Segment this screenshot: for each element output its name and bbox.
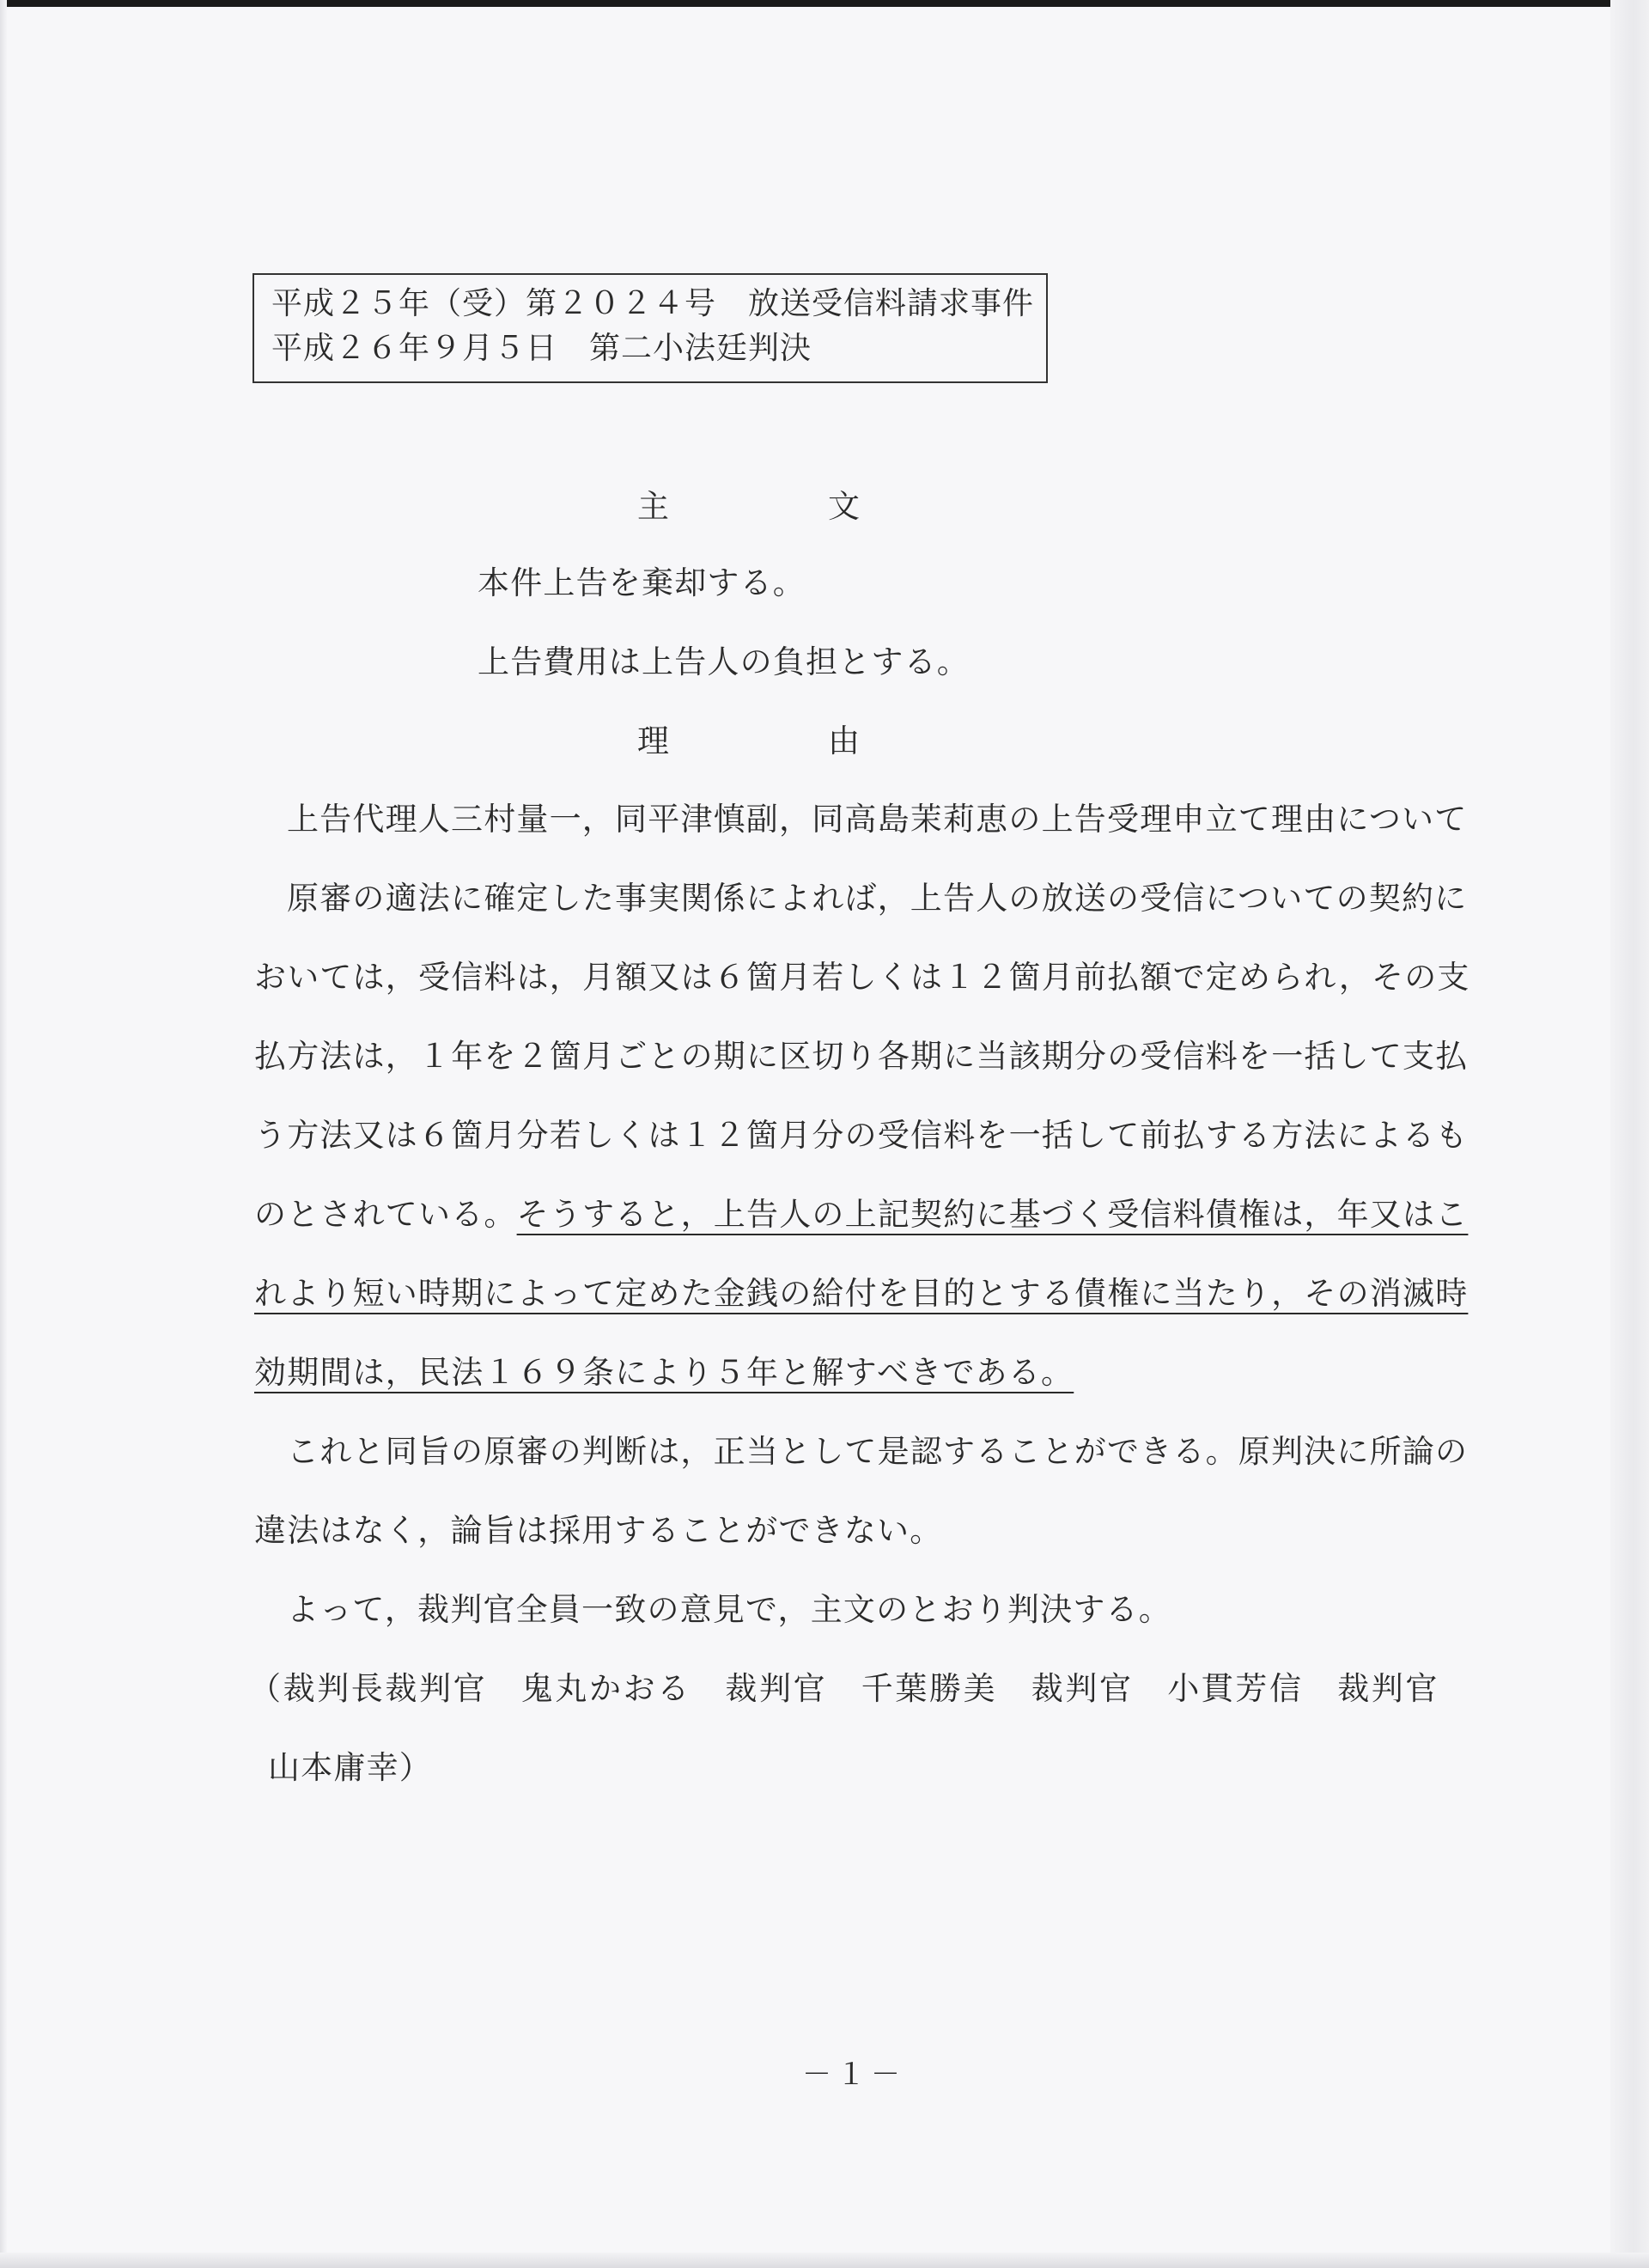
scan-right-edge <box>1610 0 1649 2268</box>
page-number: －１－ <box>802 2058 905 2092</box>
main-text-item-1: 本件上告を棄却する。 <box>478 564 806 601</box>
judgment-date: 平成２６年９月５日 第二小法廷判決 <box>271 331 812 366</box>
reasons-heading-left: 理 <box>637 722 669 759</box>
main-text-item-2: 上告費用は上告人の負担とする。 <box>478 643 970 680</box>
main-text-heading-left: 主 <box>637 488 669 525</box>
case-header-box <box>253 273 1048 383</box>
paragraph-1-line-5-plain: のとされている。 <box>254 1196 517 1233</box>
reasons-heading-right: 由 <box>828 722 860 759</box>
paragraph-1-line-7 <box>254 1351 1431 1394</box>
holding-underlined-middle: れより短い時期によって定めた金銭の給付を目的とする債権に当たり，その消滅時 <box>254 1275 1469 1312</box>
main-text-heading-right: 文 <box>828 488 860 525</box>
paragraph-1-line-5 <box>254 1193 1469 1236</box>
paragraph-3: よって，裁判官全員一致の意見で，主文のとおり判決する。 <box>287 1591 1171 1628</box>
holding-underlined-end: 効期間は，民法１６９条により５年と解すべきである。 <box>254 1354 1074 1391</box>
judges-line-1: （裁判長裁判官 鬼丸かおる 裁判官 千葉勝美 裁判官 小貫芳信 裁判官 <box>249 1670 1439 1707</box>
scan-top-edge <box>0 0 1649 7</box>
paragraph-2-line-1: これと同旨の原審の判断は，正当として是認することができる。原判決に所論の <box>287 1433 1469 1470</box>
paragraph-1-line-3: 払方法は，１年を２箇月ごとの期に区切り各期に当該期分の受信料を一括して支払 <box>254 1038 1469 1075</box>
paragraph-1-line-4: う方法又は６箇月分若しくは１２箇月分の受信料を一括して前払する方法によるも <box>254 1117 1469 1154</box>
paragraph-1-line-6 <box>254 1272 1469 1315</box>
judges-line-2: 山本庸幸） <box>268 1749 432 1786</box>
reasons-intro: 上告代理人三村量一，同平津慎副，同高島茉莉恵の上告受理申立て理由について <box>287 801 1468 838</box>
scan-bottom-edge <box>0 2253 1649 2268</box>
paragraph-1-line-2: おいては，受信料は，月額又は６箇月若しくは１２箇月前払額で定められ，その支 <box>254 959 1470 996</box>
case-number: 平成２５年（受）第２０２４号 放送受信料請求事件 <box>271 286 1035 321</box>
holding-underlined-start: そうすると，上告人の上記契約に基づく受信料債権は，年又はこ <box>516 1196 1469 1233</box>
scan-left-edge <box>0 0 7 2268</box>
paragraph-2-line-2: 違法はなく，論旨は採用することができない。 <box>254 1512 943 1549</box>
paragraph-1-line-1: 原審の適法に確定した事実関係によれば，上告人の放送の受信についての契約に <box>287 880 1468 917</box>
